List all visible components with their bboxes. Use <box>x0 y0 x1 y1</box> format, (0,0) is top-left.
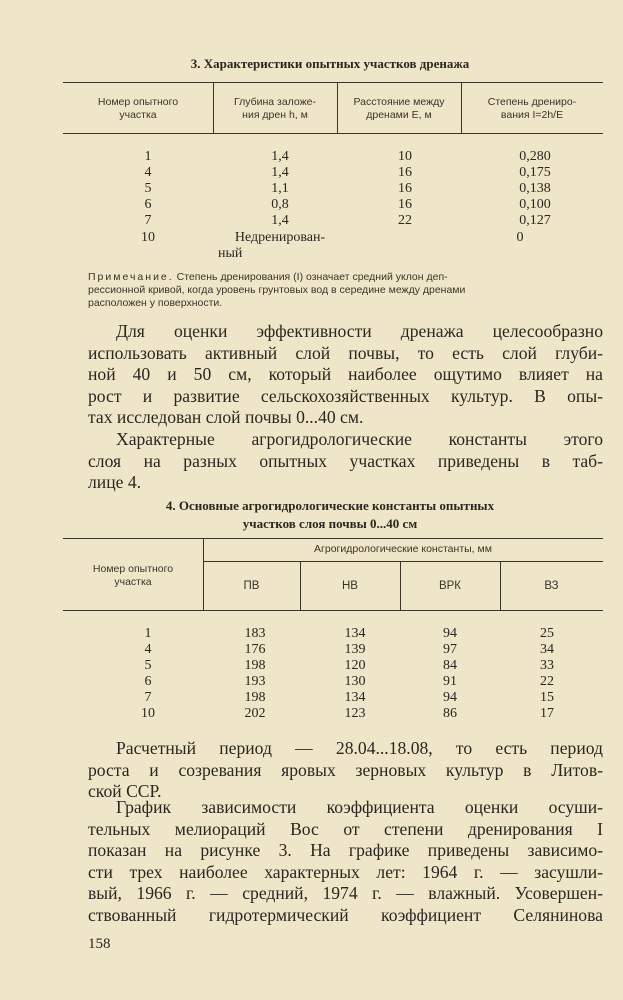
text-line: рост и развитие сельскохозяйственных культур. В опы- <box>88 385 603 406</box>
table3-cell-number: 5 <box>144 181 152 196</box>
table3-cell-degree: 0,280 <box>519 149 551 164</box>
table4-cell-number: 5 <box>144 658 152 673</box>
text-line: тельных мелиораций Bос от степени дренирования I <box>88 818 603 839</box>
table3-cell-distance: 10 <box>398 149 412 164</box>
table3-cell-number: 6 <box>144 197 152 212</box>
table4-group-rule <box>203 561 603 562</box>
table4-cell-nv: 120 <box>344 658 366 673</box>
table3-cell-degree: 0,100 <box>519 197 551 212</box>
table4-subheader-nv: НВ <box>342 580 358 592</box>
text-line: тах исследован слой почвы 0...40 см. <box>88 407 364 427</box>
table4-cell-vrk: 84 <box>443 658 457 673</box>
table3-cell-degree: 0,127 <box>519 213 551 228</box>
table3-header-depth: Глубина заложе- ния дрен h, м <box>233 96 316 121</box>
text-line: Расчетный период — 28.04...18.08, то есть период <box>116 738 603 758</box>
table3-cell-distance: 16 <box>398 165 412 180</box>
table4-cell-vz: 25 <box>540 626 554 641</box>
table4-cell-number: 7 <box>144 690 152 705</box>
table3-header-degree: Степень дрениро- вания I=2h/E <box>487 96 577 121</box>
table4-top-rule <box>63 538 603 539</box>
table4-cell-nv: 130 <box>344 674 366 689</box>
text-line: роста и созревания яровых зерновых культур в Литов- <box>88 759 603 780</box>
table4-cell-number: 6 <box>144 674 152 689</box>
paragraph-2 <box>88 429 603 494</box>
table3-header-number: Номер опытного участка <box>97 96 179 121</box>
table3-cell-degree: 0,175 <box>519 165 551 180</box>
note-text: расположен у поверхности. <box>88 297 223 309</box>
table4-cell-pv: 198 <box>244 690 266 705</box>
table3-cell-degree: 0,138 <box>519 181 551 196</box>
table3-cell-depth-cont: ный <box>218 246 243 261</box>
table4-cell-vz: 17 <box>540 706 554 721</box>
note-text: рессионной кривой, когда уровень грунтовых вод в середине между дренами <box>88 284 466 296</box>
table4-cell-vrk: 86 <box>443 706 457 721</box>
caption-line: 4. Основные агрогидрологические константы опытных <box>165 498 495 513</box>
table4-subheader-vrk: ВРК <box>438 580 462 592</box>
table3-header-distance: Расстояние между дренами E, м <box>353 96 445 121</box>
caption-line: участков слоя почвы 0...40 см <box>242 516 418 531</box>
table4-cell-vz: 15 <box>540 690 554 705</box>
note-label: Примечание. <box>88 271 174 283</box>
table3-cell-depth: 0,8 <box>271 197 289 212</box>
table4-cell-number: 1 <box>144 626 152 641</box>
text-line: ствованный гидротермический коэффициент Селянинова <box>88 904 603 925</box>
text-line: ной 40 и 50 см, который наиболее ощутимо влияет на <box>88 364 603 384</box>
table3-cell-number: 1 <box>144 149 152 164</box>
table4-header-group: Агрогидрологические константы, мм <box>314 543 492 555</box>
table3-cell-depth: 1,4 <box>271 149 289 164</box>
table4-subheader-pv: ПВ <box>243 580 260 592</box>
table3-cell-number: 7 <box>144 213 152 228</box>
table4-cell-number: 10 <box>141 706 155 721</box>
table4-cell-vrk: 94 <box>443 626 457 641</box>
text-line: лице 4. <box>88 472 142 492</box>
table4-cell-nv: 134 <box>344 690 366 705</box>
table3-cell-depth: 1,4 <box>271 213 289 228</box>
table3-caption: 3. Характеристики опытных участков дренажа <box>190 56 470 71</box>
table4-cell-pv: 176 <box>244 642 266 657</box>
text-line: использовать активный слой почвы, то есть слой глуби- <box>88 342 603 363</box>
table3-cell-depth: 1,1 <box>271 181 289 196</box>
table3-cell-number: 10 <box>141 230 155 245</box>
table3-header-rule <box>63 133 603 134</box>
text-line: ской ССР. <box>88 781 162 801</box>
table4-cell-vrk: 91 <box>443 674 457 689</box>
table3-cell-degree: 0 <box>516 230 524 245</box>
table4-cell-number: 4 <box>144 642 152 657</box>
table4-cell-pv: 183 <box>244 626 266 641</box>
table4-cell-nv: 123 <box>344 706 366 721</box>
table3-cell-distance: 22 <box>398 213 412 228</box>
page-number: 158 <box>88 936 111 952</box>
table4-cell-vz: 33 <box>540 658 554 673</box>
table4-cell-nv: 139 <box>344 642 366 657</box>
table4-cell-pv: 198 <box>244 658 266 673</box>
table4-subheader-vz: ВЗ <box>544 580 559 592</box>
table4-cell-vrk: 97 <box>443 642 457 657</box>
table3-cell-number: 4 <box>144 165 152 180</box>
text-line: сти трех наиболее характерных лет: 1964 г. — засушли- <box>88 861 603 882</box>
table4-cell-pv: 202 <box>244 706 266 721</box>
table4-cell-vrk: 94 <box>443 690 457 705</box>
table3-cell-depth: Недренирован- <box>234 230 326 245</box>
table3-cell-depth: 1,4 <box>271 165 289 180</box>
paragraph-1 <box>88 321 603 429</box>
text-line: График зависимости коэффициента оценки осуши- <box>116 797 603 817</box>
text-line: показан на рисунке 3. На графике приведены зависимо- <box>88 840 603 860</box>
table3-note <box>88 271 603 310</box>
text-line: слоя на разных опытных участках приведены в таб- <box>88 450 603 471</box>
table4-cell-vz: 34 <box>540 642 554 657</box>
text-line: Характерные агрогидрологические константы этого <box>116 429 603 449</box>
table4-header-number: Номер опытного участка <box>92 563 174 588</box>
table4-cell-pv: 193 <box>244 674 266 689</box>
paragraph-3 <box>88 738 603 803</box>
table3-cell-distance: 16 <box>398 197 412 212</box>
text-line: вый, 1966 г. — средний, 1974 г. — влажный. Усовершен- <box>88 883 603 903</box>
table4-cell-vz: 22 <box>540 674 554 689</box>
table4-caption <box>60 497 600 533</box>
table3-cell-distance: 16 <box>398 181 412 196</box>
table4-cell-nv: 134 <box>344 626 366 641</box>
table4-header-rule <box>63 610 603 611</box>
table3-top-rule <box>63 82 603 83</box>
note-text: Степень дренирования (I) означает средний уклон деп- <box>173 271 448 283</box>
paragraph-4 <box>88 797 603 926</box>
text-line: Для оценки эффективности дренажа целесообразно <box>116 321 603 341</box>
